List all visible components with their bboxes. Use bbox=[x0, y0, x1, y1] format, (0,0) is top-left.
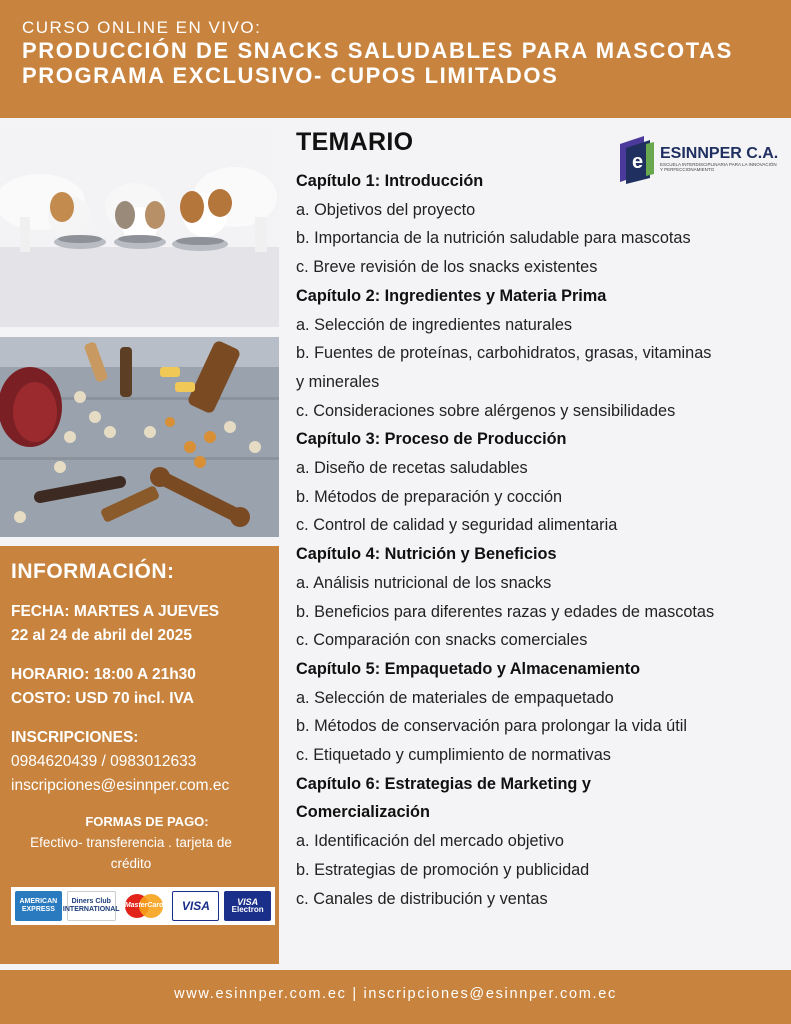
chapter-6 bbox=[296, 770, 776, 914]
fecha-line1: FECHA: MARTES A JUEVES bbox=[11, 603, 220, 620]
chapter-item: a. Selección de ingredientes naturales bbox=[296, 315, 573, 334]
info-title: INFORMACIÓN: bbox=[11, 560, 175, 583]
chapter-5 bbox=[296, 655, 776, 770]
diners-card-icon: Diners Club INTERNATIONAL bbox=[67, 891, 116, 921]
chapter-item: b. Estrategias de promoción y publicidad bbox=[296, 860, 590, 879]
visa-electron-icon bbox=[224, 891, 271, 921]
footer-links[interactable]: www.esinnper.com.ec | inscripciones@esinnper.com.ec bbox=[174, 986, 617, 1002]
header-banner bbox=[0, 0, 791, 118]
chapter-item: b. Métodos de preparación y cocción bbox=[296, 487, 563, 506]
electron-top: VISA bbox=[237, 897, 259, 907]
chapter-title: Capítulo 2: Ingredientes y Materia Prima bbox=[296, 286, 607, 305]
chapter-item: c. Canales de distribución y ventas bbox=[296, 889, 548, 908]
amex-card-icon: AMERICAN EXPRESS bbox=[15, 891, 62, 921]
electron-bottom: Electron bbox=[231, 905, 264, 914]
costo: COSTO: USD 70 incl. IVA bbox=[11, 690, 194, 707]
footer-bar bbox=[0, 970, 791, 1024]
visa-card-icon: VISA bbox=[172, 891, 219, 921]
course-type: CURSO ONLINE EN VIVO: bbox=[22, 18, 262, 37]
chapter-item: b. Importancia de la nutrición saludable para mascotas bbox=[296, 229, 691, 248]
chapter-title: Capítulo 6: Estrategias de Marketing y Comercialización bbox=[296, 774, 591, 822]
payment-title: FORMAS DE PAGO: bbox=[85, 814, 209, 829]
chapter-1 bbox=[296, 167, 776, 282]
payment-cards bbox=[11, 887, 275, 925]
svg-text:e: e bbox=[632, 151, 644, 173]
chapter-item: b. Fuentes de proteínas, carbohidratos, grasas, vitaminas y minerales bbox=[296, 344, 712, 391]
logo-name: ESINNPER C.A. bbox=[660, 145, 779, 162]
chapter-item: b. Beneficios para diferentes razas y edades de mascotas bbox=[296, 602, 715, 621]
chapter-item: c. Control de calidad y seguridad alimentaria bbox=[296, 516, 618, 535]
course-title: PRODUCCIÓN DE SNACKS SALUDABLES PARA MASCOTAS bbox=[22, 38, 733, 63]
chapter-item: a. Objetivos del proyecto bbox=[296, 200, 476, 219]
chapter-item: a. Selección de materiales de empaquetado bbox=[296, 688, 614, 707]
chapter-title: Capítulo 3: Proceso de Producción bbox=[296, 430, 567, 449]
chapter-item: c. Consideraciones sobre alérgenos y sensibilidades bbox=[296, 401, 676, 420]
chapter-item: c. Comparación con snacks comerciales bbox=[296, 631, 588, 650]
chapter-4 bbox=[296, 540, 776, 655]
contact-email: inscripciones@esinnper.com.ec bbox=[11, 777, 230, 794]
inscripciones-label: INSCRIPCIONES: bbox=[11, 729, 139, 746]
horario: HORARIO: 18:00 A 21h30 bbox=[11, 666, 196, 683]
phone-numbers: 0984620439 / 0983012633 bbox=[11, 753, 197, 770]
fecha-line2: 22 al 24 de abril del 2025 bbox=[11, 627, 192, 644]
chapter-item: c. Breve revisión de los snacks existentes bbox=[296, 258, 598, 277]
info-panel bbox=[0, 546, 279, 964]
pet-treats-photo bbox=[0, 337, 279, 537]
chapter-item: a. Identificación del mercado objetivo bbox=[296, 832, 564, 851]
mastercard-icon bbox=[121, 891, 168, 921]
chapter-item: a. Análisis nutricional de los snacks bbox=[296, 573, 552, 592]
temario-section bbox=[296, 128, 776, 913]
chapter-title: Capítulo 4: Nutrición y Beneficios bbox=[296, 545, 557, 564]
mastercard-label: MasterCard bbox=[124, 902, 164, 909]
chapter-2 bbox=[296, 282, 776, 426]
chapter-3 bbox=[296, 425, 776, 540]
payment-text: Efectivo- transferencia . tarjeta de crédito bbox=[30, 835, 232, 871]
chapter-item: a. Diseño de recetas saludables bbox=[296, 459, 528, 478]
dogs-eating-photo bbox=[0, 127, 279, 327]
chapter-title: Capítulo 1: Introducción bbox=[296, 172, 484, 190]
chapter-title: Capítulo 5: Empaquetado y Almacenamiento bbox=[296, 659, 641, 678]
chapter-item: c. Etiquetado y cumplimiento de normativas bbox=[296, 746, 611, 765]
temario-title: TEMARIO bbox=[296, 128, 414, 156]
program-note: PROGRAMA EXCLUSIVO- CUPOS LIMITADOS bbox=[22, 63, 559, 88]
chapter-item: b. Métodos de conservación para prolongar la vida útil bbox=[296, 717, 687, 736]
logo-subtitle: ESCUELA INTERDISCIPLINARIA PARA LA INNOVACIÓN Y PERFECCIONAMIENTO bbox=[660, 162, 777, 172]
